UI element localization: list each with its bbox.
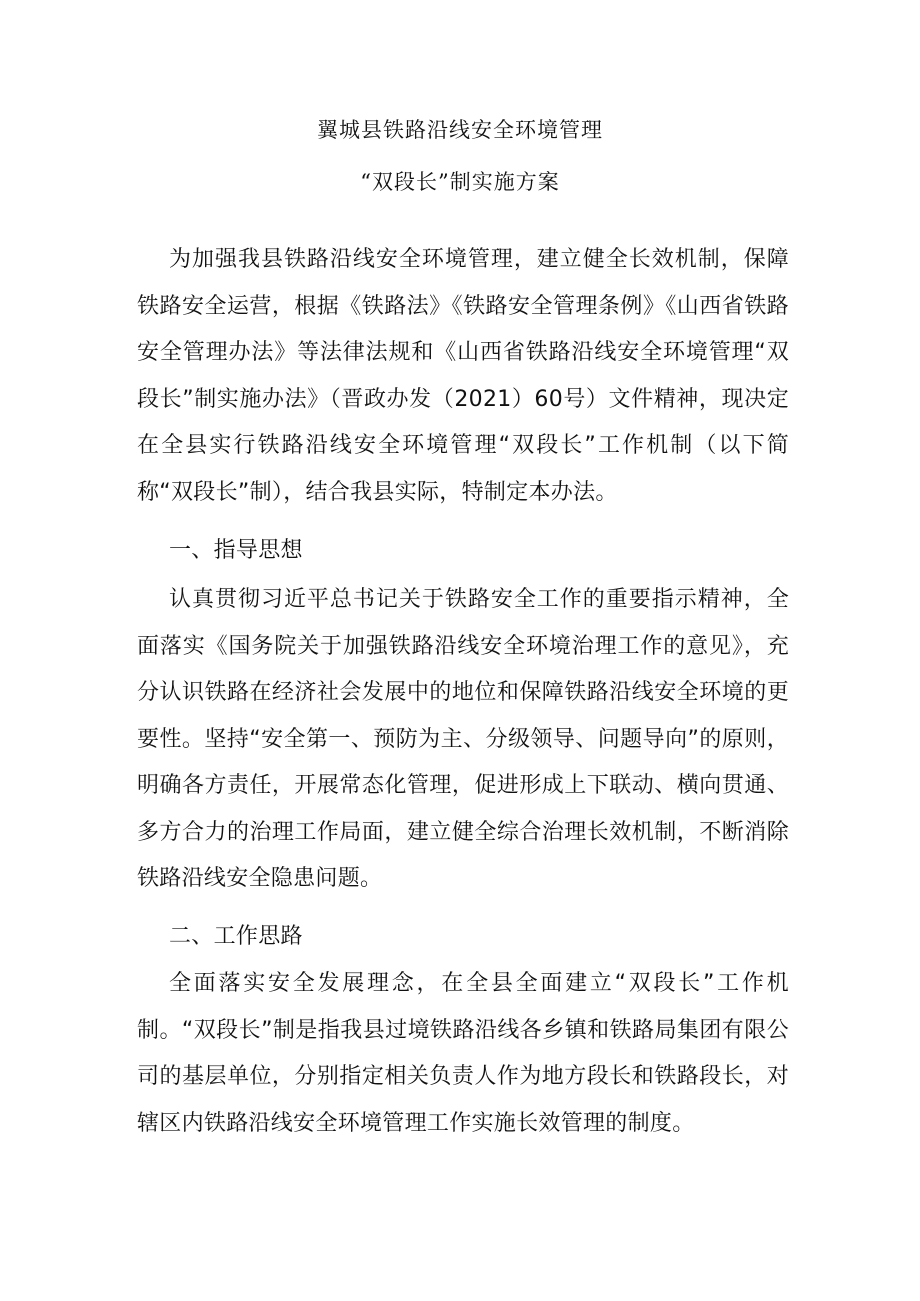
document-title-line-2: “双段长”制实施方案 [360, 170, 560, 194]
section-heading-work-approach: 二、工作思路 [169, 924, 303, 949]
section-heading-guiding-ideology: 一、指导思想 [169, 538, 303, 563]
paragraph-guiding-ideology: 认真贯彻习近平总书记关于铁路安全工作的重要指示精神，全面落实《国务院关于加强铁路沿线安全环境治理工作的意见》，充分认识铁路在经济社会发展中的地位和保障铁路沿线安全环境的更要性。坚持“安全第一、预防为主、分级领导、问题导向”的原则，明确各方责任，开展常态化管理，促进形成上下联动、横向贯通、多方合力的治理工作局面，建立健全综合治理长效机制，不断消除铁路沿线安全隐患问题。 [137, 587, 789, 891]
paragraph-work-approach: 全面落实安全发展理念，在全县全面建立“双段长”工作机制。“双段长”制是指我县过境铁路沿线各乡镇和铁路局集团有限公司的基层单位，分别指定相关负责人作为地方段长和铁路段长，对辖区内铁路沿线安全环境管理工作实施长效管理的制度。 [137, 971, 789, 1136]
document-title-line-1: 翼城县铁路沿线安全环境管理 [317, 118, 603, 142]
paragraph-intro: 为加强我县铁路沿线安全环境管理，建立健全长效机制，保障铁路安全运营，根据《铁路法》《铁路安全管理条例》《山西省铁路安全管理办法》等法律法规和《山西省铁路沿线安全环境管理“双段长”制实施办法》（晋政办发（2021）60号）文件精神，现决定在全县实行铁路沿线安全环境管理“双段长”工作机制（以下简称“双段长”制），结合我县实际，特制定本办法。 [137, 247, 789, 505]
